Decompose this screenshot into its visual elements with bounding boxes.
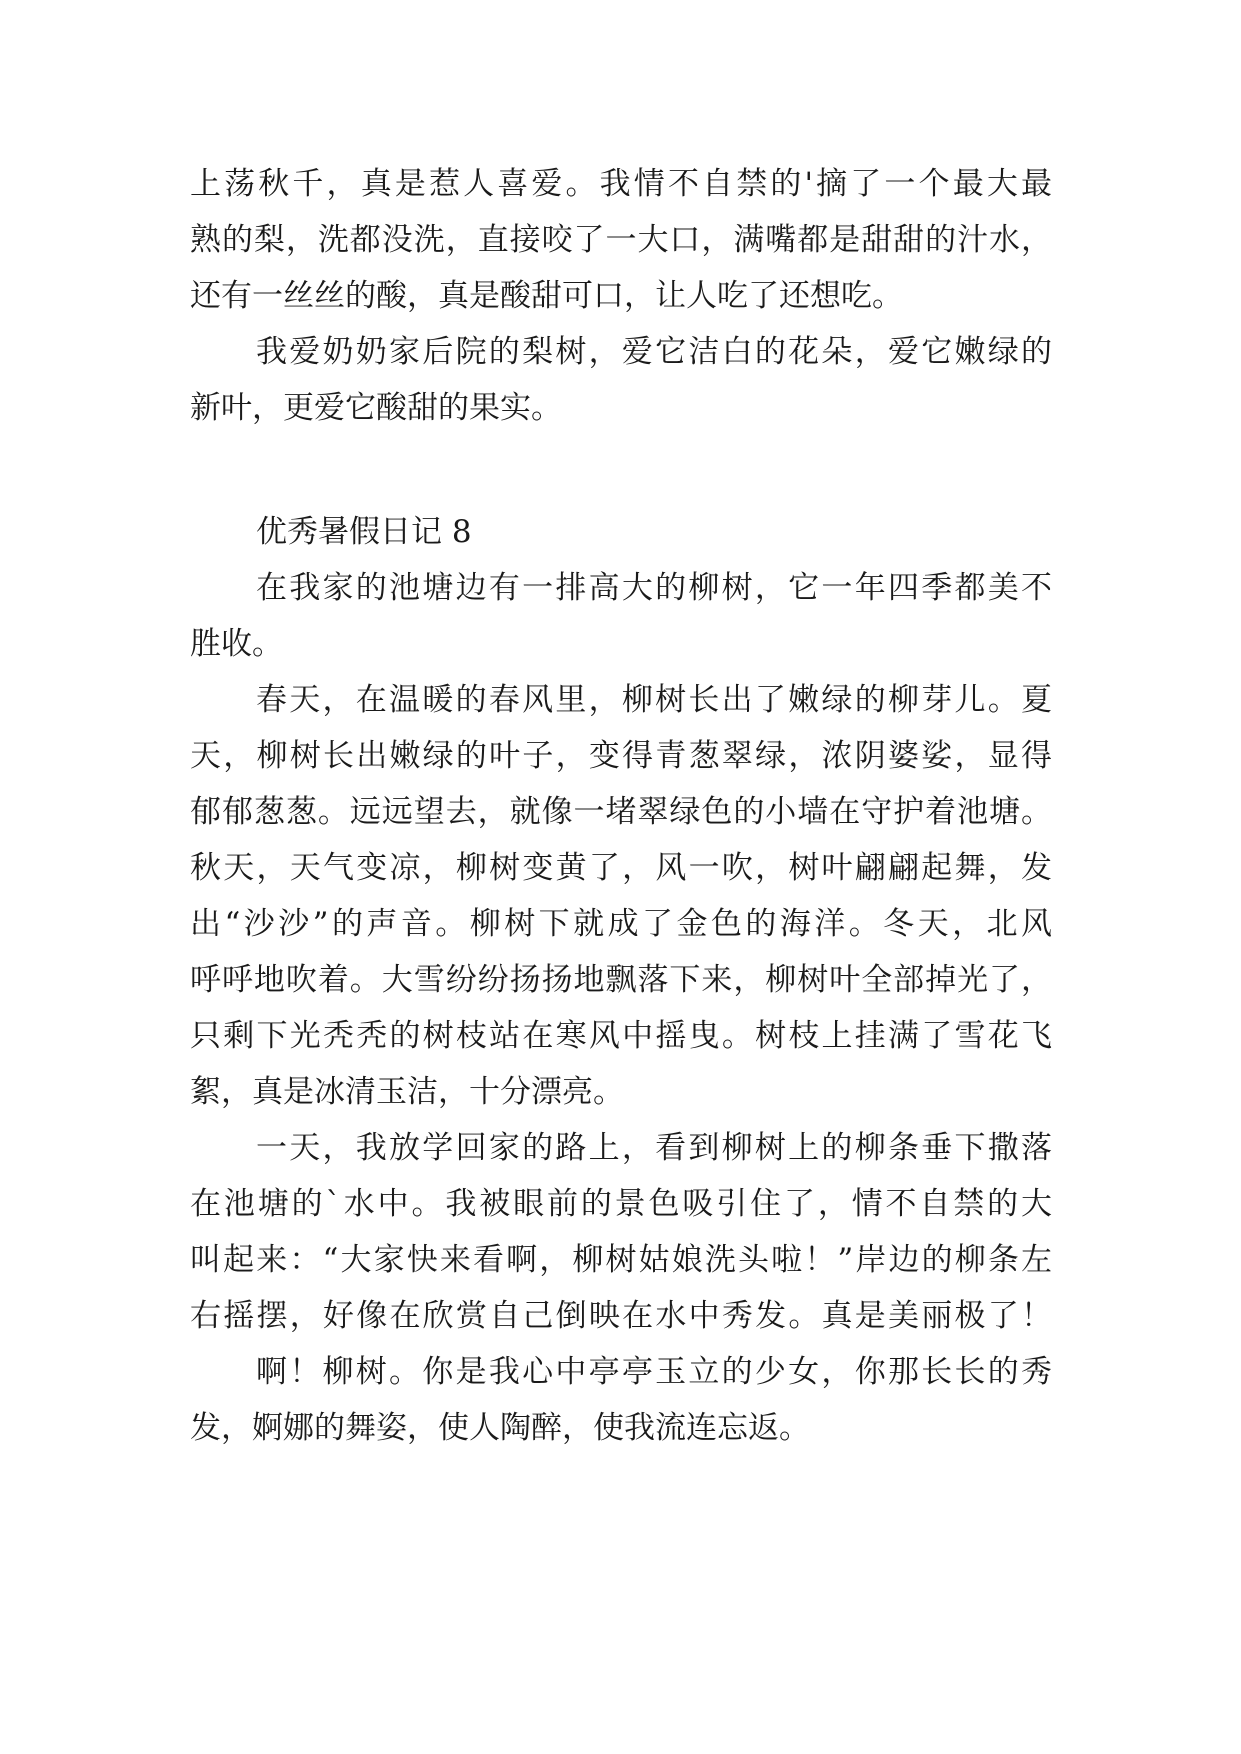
paragraph-line: 出“沙沙”的声音。柳树下就成了金色的海洋。冬天，北风 <box>190 906 1052 942</box>
paragraph-line: 天，柳树长出嫩绿的叶子，变得青葱翠绿，浓阴婆娑，显得 <box>190 738 1052 774</box>
paragraph-line: 新叶，更爱它酸甜的果实。 <box>190 390 562 426</box>
paragraph-line: 郁郁葱葱。远远望去，就像一堵翠绿色的小墙在守护着池塘。 <box>190 794 1052 830</box>
paragraph-line: 在我家的池塘边有一排高大的柳树，它一年四季都美不 <box>256 570 1052 606</box>
paragraph-line: 只剩下光秃秃的树枝站在寒风中摇曳。树枝上挂满了雪花飞 <box>190 1018 1052 1054</box>
paragraph-line: 春天，在温暖的春风里，柳树长出了嫩绿的柳芽儿。夏 <box>256 682 1052 718</box>
paragraph-line: 胜收。 <box>190 626 283 662</box>
paragraph-line: 上荡秋千，真是惹人喜爱。我情不自禁的'摘了一个最大最 <box>190 166 1052 202</box>
paragraph-line: 啊！柳树。你是我心中亭亭玉立的少女，你那长长的秀 <box>256 1354 1052 1390</box>
paragraph-line: 呼呼地吹着。大雪纷纷扬扬地飘落下来，柳树叶全部掉光了， <box>190 962 1052 998</box>
section-title: 优秀暑假日记 8 <box>256 514 472 550</box>
paragraph-line: 秋天，天气变凉，柳树变黄了，风一吹，树叶翩翩起舞，发 <box>190 850 1052 886</box>
paragraph-line: 我爱奶奶家后院的梨树，爱它洁白的花朵，爱它嫩绿的 <box>256 334 1052 370</box>
paragraph-line: 在池塘的`水中。我被眼前的景色吸引住了，情不自禁的大 <box>190 1186 1052 1222</box>
paragraph-line: 熟的梨，洗都没洗，直接咬了一大口，满嘴都是甜甜的汁水， <box>190 222 1052 258</box>
paragraph-line: 絮，真是冰清玉洁，十分漂亮。 <box>190 1074 624 1110</box>
paragraph-line: 还有一丝丝的酸，真是酸甜可口，让人吃了还想吃。 <box>190 278 903 314</box>
paragraph-line: 一天，我放学回家的路上，看到柳树上的柳条垂下撒落 <box>256 1130 1052 1166</box>
paragraph-line: 右摇摆，好像在欣赏自己倒映在水中秀发。真是美丽极了！ <box>190 1298 1052 1334</box>
paragraph-line: 叫起来：“大家快来看啊，柳树姑娘洗头啦！”岸边的柳条左 <box>190 1242 1052 1278</box>
paragraph-line: 发，婀娜的舞姿，使人陶醉，使我流连忘返。 <box>190 1410 810 1446</box>
